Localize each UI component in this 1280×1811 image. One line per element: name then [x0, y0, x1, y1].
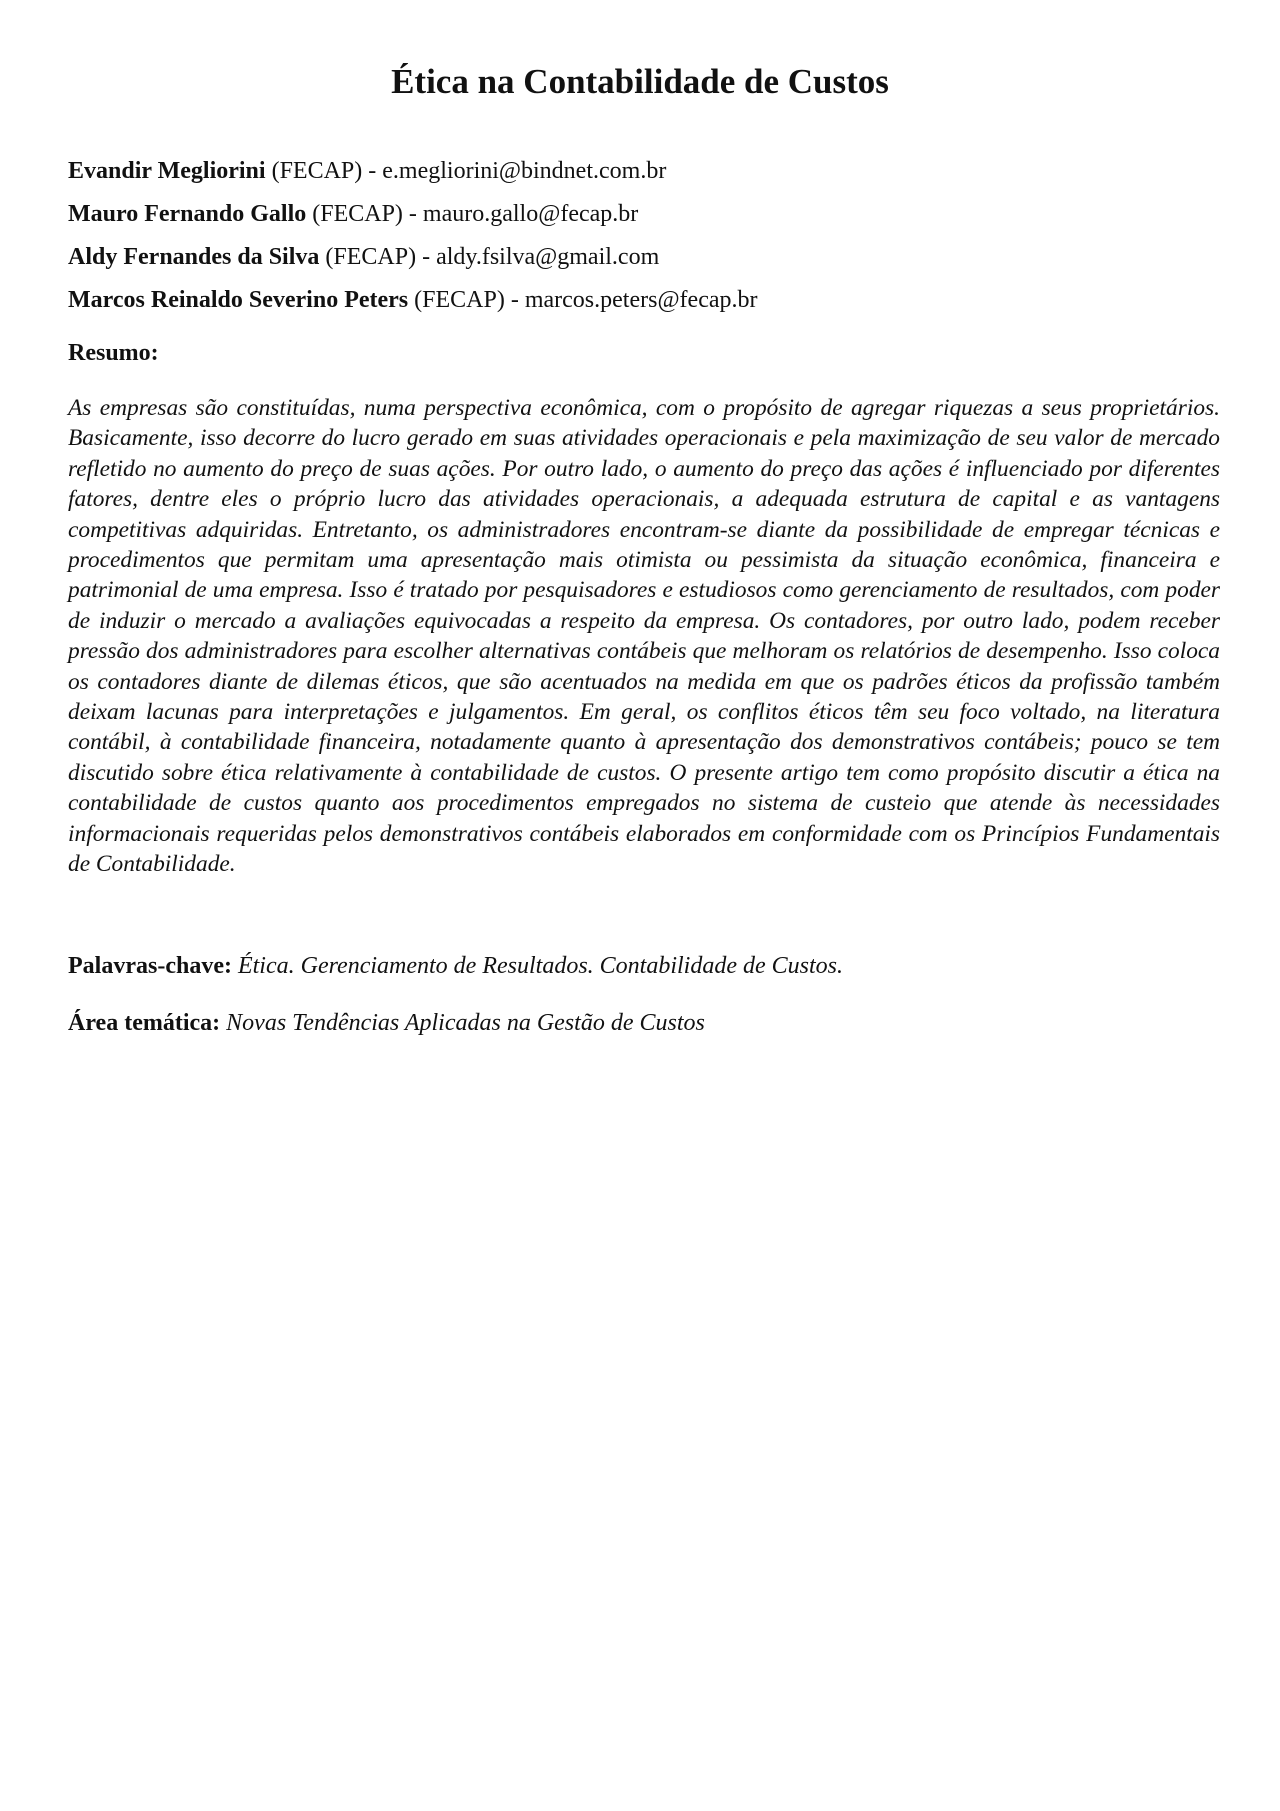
author-separator: -	[416, 244, 437, 270]
paper-title: Ética na Contabilidade de Custos	[391, 62, 889, 101]
thematic-area-line	[68, 1006, 1220, 1040]
author-affiliation: (FECAP)	[312, 201, 403, 227]
thematic-area-label: Área temática:	[68, 1010, 221, 1036]
author-separator: -	[504, 287, 525, 313]
keywords-label: Palavras-chave:	[68, 953, 232, 979]
thematic-area-value: Novas Tendências Aplicadas na Gestão de Custos	[226, 1010, 705, 1036]
author-email: aldy.fsilva@gmail.com	[436, 244, 660, 270]
author-name: Marcos Reinaldo Severino Peters	[68, 287, 409, 313]
author-list	[68, 150, 1218, 322]
author-entry	[68, 150, 1218, 193]
keywords-value: Ética. Gerenciamento de Resultados. Contabilidade de Custos.	[237, 953, 843, 979]
author-affiliation: (FECAP)	[414, 287, 505, 313]
author-affiliation: (FECAP)	[271, 158, 363, 184]
author-separator: -	[362, 158, 383, 184]
author-email: mauro.gallo@fecap.br	[422, 201, 639, 227]
author-entry	[68, 236, 1218, 279]
author-name: Mauro Fernando Gallo	[68, 201, 307, 227]
author-name: Aldy Fernandes da Silva	[68, 244, 320, 270]
author-entry	[68, 193, 1218, 236]
abstract-heading: Resumo:	[68, 340, 159, 366]
keywords-line	[68, 949, 1220, 983]
author-name: Evandir Megliorini	[68, 158, 266, 184]
author-affiliation: (FECAP)	[325, 244, 417, 270]
author-email: e.megliorini@bindnet.com.br	[382, 158, 667, 184]
author-separator: -	[402, 201, 423, 227]
author-entry	[68, 279, 1218, 322]
author-email: marcos.peters@fecap.br	[524, 287, 758, 313]
abstract-text: As empresas são constituídas, numa perspectiva econômica, com o propósito de agregar riquezas a seus proprietários. Basicamente, isso decorre do lucro gerado em suas atividades operacionais e pela maximização de seu valor de mercado refletido no aumento do preço de suas ações. Por outro lado, o aumento do preço das ações é influenciado por diferentes fatores, dentre eles o próprio lucro das atividades operacionais, a adequada estrutura de capital e as vantagens competitivas adquiridas. Entretanto, os administradores encontram-se diante da possibilidade de empregar técnicas e procedimentos que permitam uma apresentação mais otimista ou pessimista da situação econômica, financeira e patrimonial de uma empresa. Isso é tratado por pesquisadores e estudiosos como gerenciamento de resultados, com poder de induzir o mercado a avaliações equivocadas a respeito da empresa. Os contadores, por outro lado, podem receber pressão dos administradores para escolher alternativas contábeis que melhoram os relatórios de desempenho. Isso coloca os contadores diante de dilemas éticos, que são acentuados na medida em que os padrões éticos da profissão também deixam lacunas para interpretações e julgamentos. Em geral, os conflitos éticos têm seu foco voltado, na literatura contábil, à contabilidade financeira, notadamente quanto à apresentação dos demonstrativos contábeis; pouco se tem discutido sobre ética relativamente à contabilidade de custos. O presente artigo tem como propósito discutir a ética na contabilidade de custos quanto aos procedimentos empregados no sistema de custeio que atende às necessidades informacionais requeridas pelos demonstrativos contábeis elaborados em conformidade com os Princípios Fundamentais de Contabilidade.	[68, 395, 1220, 878]
